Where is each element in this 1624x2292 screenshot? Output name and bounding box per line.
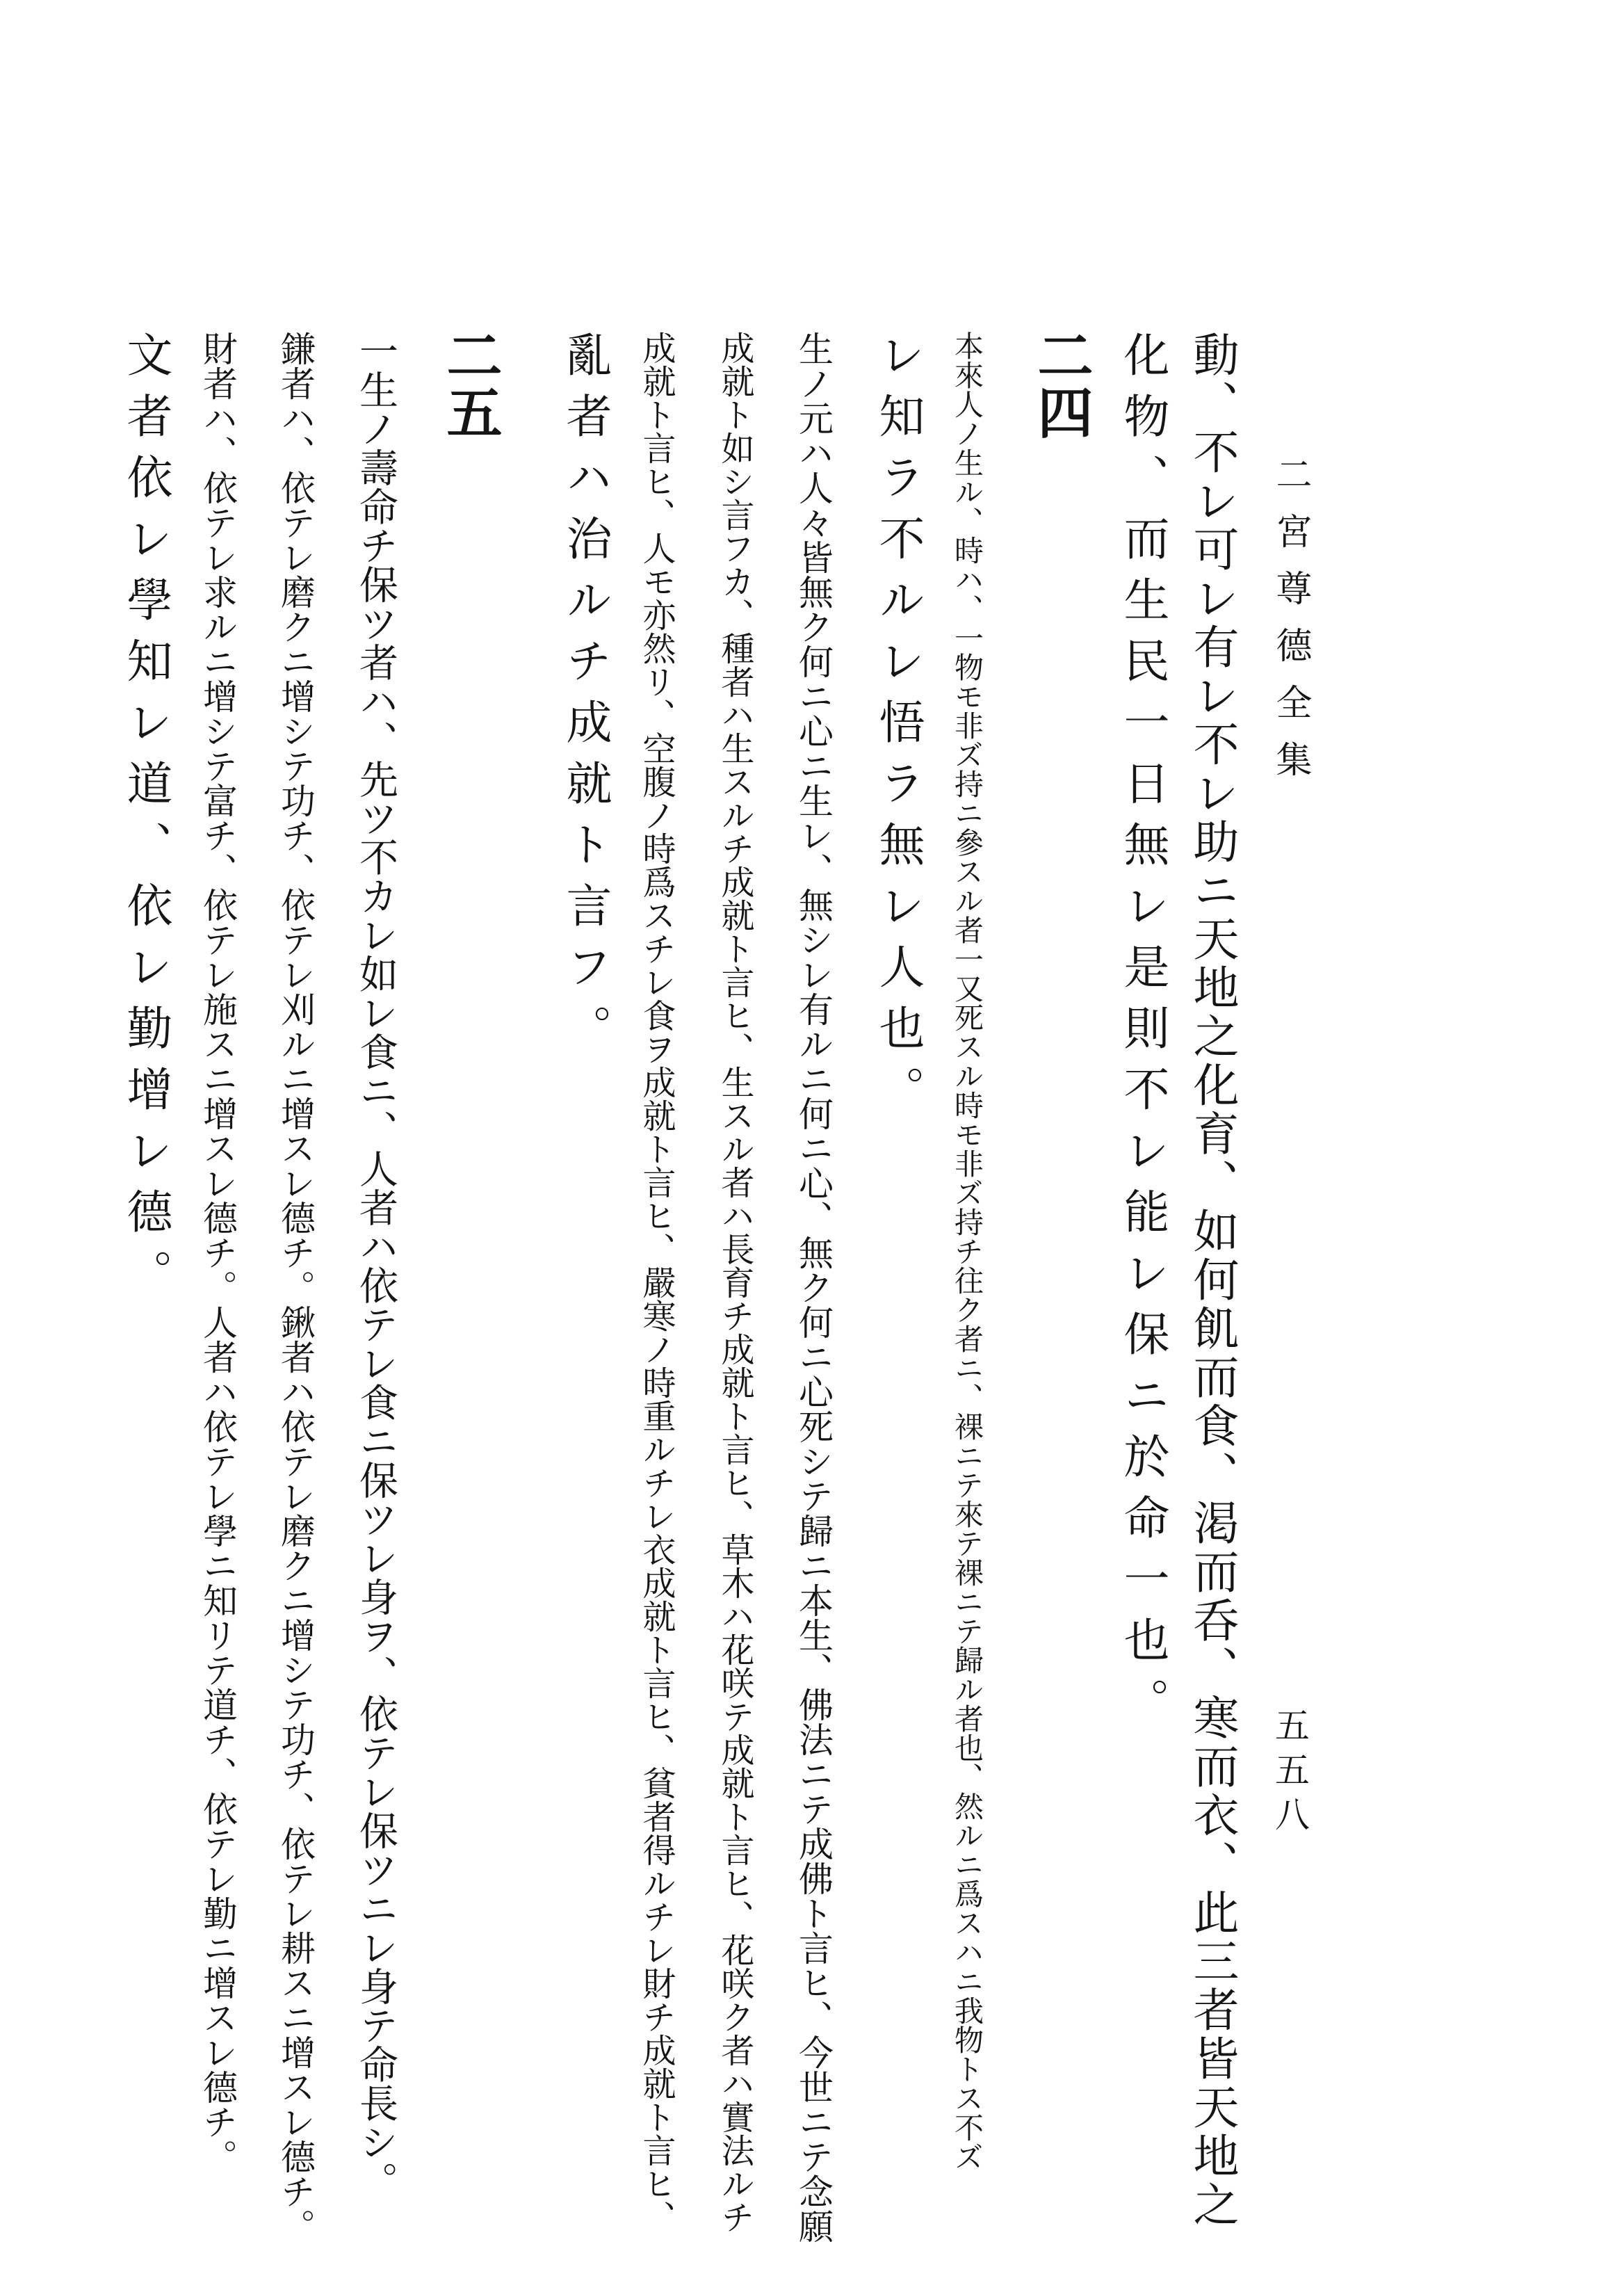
text-line: 文者依レ學知レ道、依レ勤增レ德。 <box>119 331 172 1310</box>
text-line: 鎌者ハ、依テレ磨クニ增シテ功チ、依テレ刈ルニ增スレ德チ。鍬者ハ依テレ磨クニ增シテ功チ、依テレ耕スニ增スレ德チ。 <box>275 331 316 2243</box>
page-number: 五五八 <box>1269 1707 1310 1841</box>
text-line: 財者ハ、依テレ求ルニ增シテ富チ、依テレ施スニ增スレ德チ。人者ハ依テレ學ニ知リテ道チ、依テレ勤ニ增スレ德チ。 <box>197 331 238 2174</box>
text-line: レ知ラ不ルレ悟ラ無レ人也。 <box>871 331 925 1127</box>
text-line: 本來人ノ生ル、時ハ、一物モ非ズ持ニ參スル者一又死スル時モ非ズ持チ往ク者ニ、裸ニテ來テ裸ニテ歸ル者也、然ルニ爲スハニ我物トス不ズ <box>950 331 984 2171</box>
text-line: 一生ノ壽命チ保ツ者ハ、先ツ不カレ如レ食ニ、人者ハ依テレ食ニ保ツレ身ヲ、依テレ保ツニレ身テ命長シ。 <box>353 331 398 2200</box>
text-line: 動、不レ可レ有レ不レ助ニ天地之化育、如何飢而食、渇而呑、寒而衣、此三者皆天地之 <box>1185 331 1239 2229</box>
text-line: 成就ト如シ言フカ、種者ハ生スルチ成就ト言ヒ、生スル者ハ長育チ成就ト言ヒ、草木ハ花咲テ成就ト言ヒ、花咲ク者ハ實法ルチ <box>715 331 754 2234</box>
running-header-title: 二宮尊德全集 <box>1269 455 1311 798</box>
section-number: 二五 <box>437 327 503 441</box>
text-line: 生ノ元ハ人々皆無ク何ニ心ニ生レ、無シレ有ルニ何ニ心、無ク何ニ心死シテ歸ニ本生、佛法ニテ成佛ト言ヒ、今世ニテ念願 <box>793 331 834 2243</box>
section-number: 二四 <box>1028 327 1094 441</box>
text-line: 化物、而生民一日無レ是則不レ能レ保ニ於命一也。 <box>1116 331 1169 1738</box>
text-line: 亂者ハ治ルチ成就ト言フ。 <box>558 331 612 1065</box>
text-line: 成就ト言ヒ、人モ亦然リ、空腹ノ時爲スチレ食ヲ成就ト言ヒ、嚴寒ノ時重ルチレ衣成就ト言ヒ、貧者得ルチレ財チ成就ト言ヒ、 <box>637 331 676 2234</box>
